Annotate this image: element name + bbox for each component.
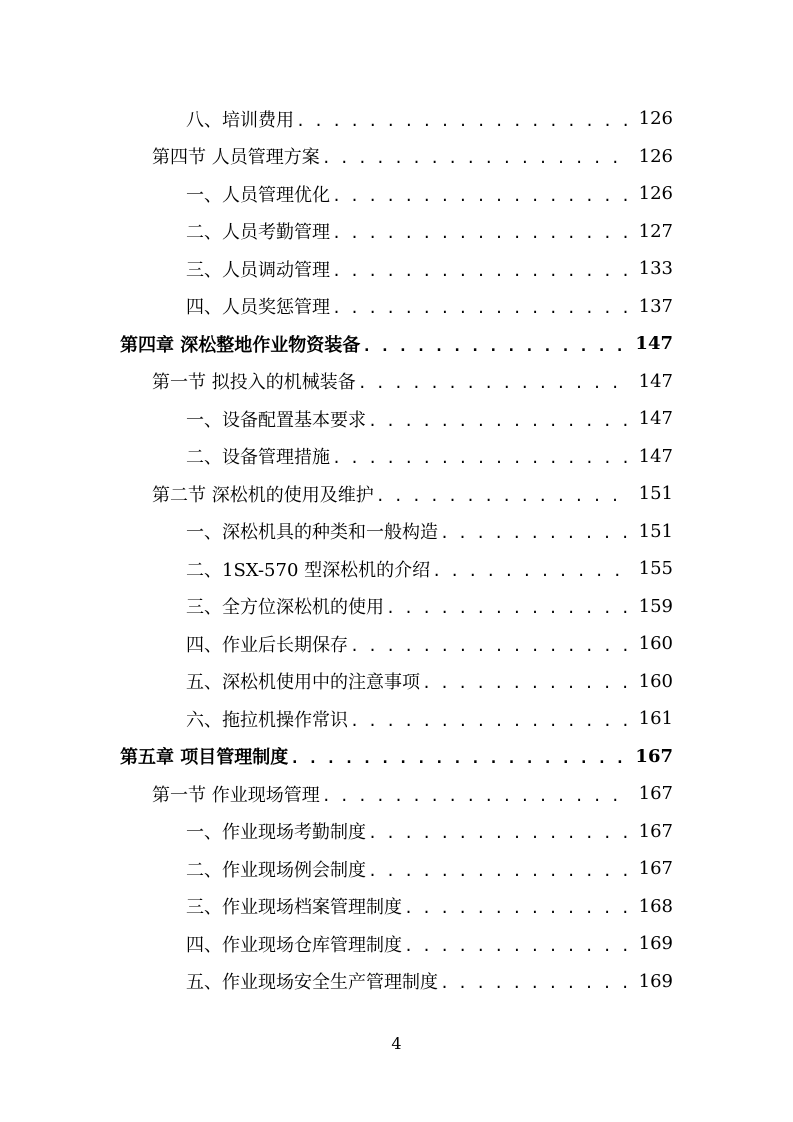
toc-entry-page: 159 [638, 595, 673, 617]
toc-entry-page: 151 [638, 520, 673, 542]
toc-entry-title: 四、作业现场仓库管理制度 [186, 934, 402, 956]
toc-entry-title: 一、作业现场考勤制度 [186, 822, 366, 843]
dot-leader [362, 337, 627, 355]
dot-leader [422, 674, 631, 692]
toc-entry-title: 三、人员调动管理 [186, 259, 330, 281]
toc-chapter-entry[interactable] [120, 738, 673, 775]
toc-entry[interactable] [186, 175, 673, 212]
toc-entry-page: 167 [638, 820, 673, 842]
toc-entry-page: 151 [638, 483, 673, 504]
toc-entry[interactable] [152, 775, 673, 812]
toc-entry-page: 167 [638, 783, 673, 804]
toc-entry[interactable] [186, 213, 673, 250]
toc-entry-page: 147 [638, 408, 673, 429]
toc-entry-page: 126 [638, 145, 673, 167]
dot-leader [368, 824, 631, 842]
toc-entry-title: 一、设备配置基本要求 [186, 409, 366, 431]
toc-entry[interactable] [186, 550, 673, 587]
page-number: 4 [391, 1034, 402, 1053]
dot-leader [368, 862, 631, 880]
toc-entry[interactable] [186, 625, 673, 662]
toc-entry[interactable] [186, 288, 673, 325]
dot-leader [368, 412, 631, 430]
toc-entry[interactable] [186, 850, 673, 887]
toc-entry-page: 147 [638, 370, 673, 392]
toc-entry[interactable] [152, 138, 673, 175]
toc-entry-title: 三、作业现场档案管理制度 [186, 897, 402, 918]
toc-entry[interactable] [186, 400, 673, 437]
toc-entry[interactable] [186, 925, 673, 962]
toc-entry[interactable] [186, 100, 673, 137]
toc-entry-title: 五、深松机使用中的注意事项 [186, 672, 420, 693]
toc-entry-title: 二、1SX-570 型深松机的介绍 [186, 559, 431, 581]
toc-entry[interactable] [186, 813, 673, 850]
toc-entry-title: 一、人员管理优化 [186, 184, 330, 206]
toc-entry-title: 四、作业后长期保存 [186, 634, 348, 656]
dot-leader [322, 787, 631, 805]
toc-entry[interactable] [186, 663, 673, 700]
toc-entry-title: 二、人员考勤管理 [186, 222, 330, 243]
toc-entry-title: 五、作业现场安全生产管理制度 [186, 972, 438, 993]
toc-entry-title: 第一节 拟投入的机械装备 [152, 372, 356, 393]
toc-entry-page: 168 [638, 895, 673, 917]
toc-entry[interactable] [186, 513, 673, 550]
dot-leader [440, 524, 631, 542]
toc-entry-page: 126 [638, 108, 673, 129]
toc-entry-page: 147 [638, 445, 673, 467]
dot-leader [296, 112, 631, 130]
toc-entry-title: 第一节 作业现场管理 [152, 784, 320, 806]
dot-leader [332, 187, 631, 205]
toc-entry-page: 147 [635, 333, 673, 354]
dot-leader [290, 749, 627, 767]
toc-entry-page: 160 [638, 633, 673, 654]
toc-entry-title: 八、培训费用 [186, 109, 294, 131]
toc-entry[interactable] [186, 438, 673, 475]
toc-entry-page: 137 [638, 295, 673, 317]
dot-leader [440, 974, 631, 992]
toc-entry-title: 四、人员奖惩管理 [186, 297, 330, 318]
toc-entry[interactable] [186, 888, 673, 925]
toc-entry-title: 一、深松机具的种类和一般构造 [186, 522, 438, 543]
dot-leader [322, 149, 631, 167]
toc-entry-page: 133 [638, 258, 673, 279]
toc-entry-page: 160 [638, 670, 673, 692]
toc-entry-page: 169 [638, 933, 673, 954]
dot-leader [404, 899, 631, 917]
toc-entry-title: 二、作业现场例会制度 [186, 859, 366, 881]
toc-entry-page: 126 [638, 183, 673, 204]
toc-entry-title: 第四章 深松整地作业物资装备 [120, 334, 361, 356]
toc-entry-page: 167 [635, 745, 673, 767]
dot-leader [332, 224, 631, 242]
toc-entry[interactable] [152, 363, 673, 400]
toc-entry-title: 六、拖拉机操作常识 [186, 709, 348, 731]
toc-entry-page: 155 [638, 558, 673, 579]
dot-leader [376, 487, 631, 505]
dot-leader [404, 937, 631, 955]
toc-entry-title: 三、全方位深松机的使用 [186, 597, 384, 618]
dot-leader [432, 562, 631, 580]
dot-leader [332, 299, 631, 317]
toc-entry[interactable] [186, 700, 673, 737]
toc-entry[interactable] [152, 475, 673, 512]
toc-entry-title: 二、设备管理措施 [186, 447, 330, 468]
toc-entry-title: 第四节 人员管理方案 [152, 147, 320, 168]
toc-entry[interactable] [186, 250, 673, 287]
toc-entry[interactable] [186, 963, 673, 1000]
toc-entry[interactable] [186, 588, 673, 625]
dot-leader [350, 637, 631, 655]
dot-leader [358, 374, 631, 392]
toc-entry-page: 169 [638, 970, 673, 992]
toc-entry-page: 161 [638, 708, 673, 729]
toc-entry-page: 127 [638, 220, 673, 242]
dot-leader [350, 712, 631, 730]
dot-leader [332, 449, 631, 467]
toc-entry-title: 第二节 深松机的使用及维护 [152, 484, 374, 506]
dot-leader [386, 599, 631, 617]
toc-entry-page: 167 [638, 858, 673, 879]
toc-entry-title: 第五章 项目管理制度 [120, 747, 289, 768]
dot-leader [332, 262, 631, 280]
toc-chapter-entry[interactable] [120, 325, 673, 362]
